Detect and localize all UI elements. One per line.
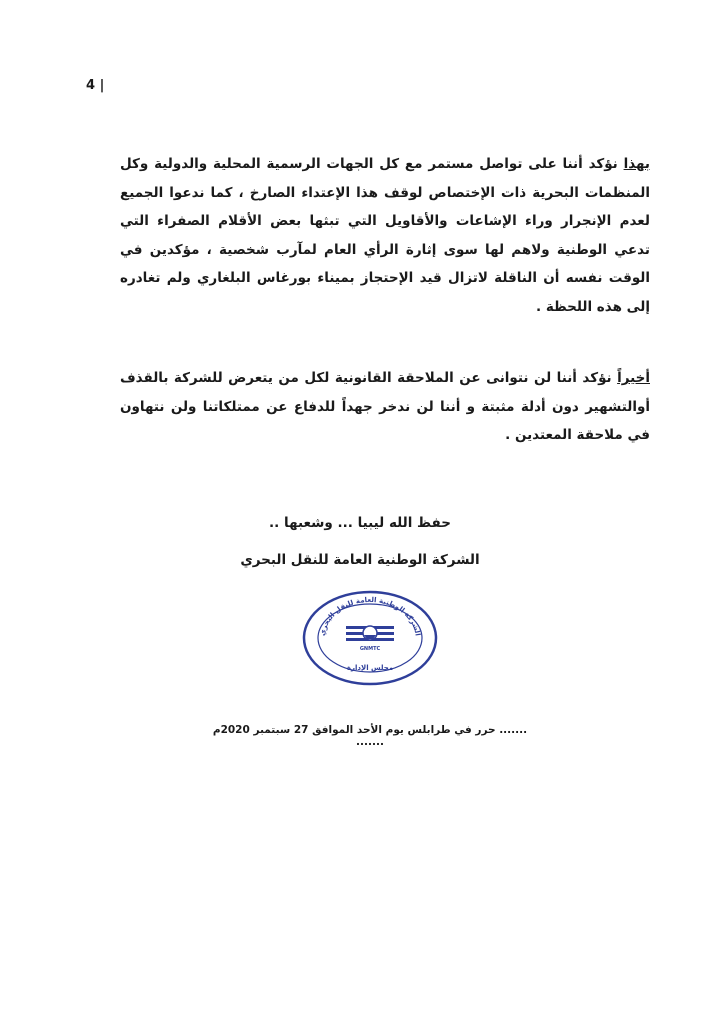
paragraph-statement xyxy=(120,150,650,321)
date-place-note: ....... حرر في طرابلس يوم الأحد الموافق 27 سبتمبر 2020م ....... xyxy=(212,724,528,748)
stamp-logo-caption: GNMTC xyxy=(359,646,381,652)
paragraph-lead-word: أخيراً xyxy=(617,370,650,386)
paragraph-lead-word: بهذا xyxy=(623,156,650,172)
paragraph-final xyxy=(120,364,650,450)
ship-logo-icon xyxy=(346,626,394,641)
stamp-ring-text: الشركة الوطنية العامة للنقل البحري xyxy=(318,595,422,637)
signature-company: الشركة الوطنية العامة للنقل البحري xyxy=(240,552,480,568)
page-number: 4 | xyxy=(86,78,105,93)
paragraph-body: نؤكد أننا لن نتوانى عن الملاحقة القانونية لكل من يتعرض للشركة بالقذف أوالتشهير دون أدلة مثبتة و أننا لن ندخر جهداً للدفاع عن ممتلكاتنا ولن نتهاون في ملاحقة المعتدين . xyxy=(120,370,650,443)
paragraph-body: نؤكد أننا على تواصل مستمر مع كل الجهات الرسمية المحلية والدولية وكل المنظمات البحرية ذات الإختصاص لوقف هذا الإعتداء الصارخ ، كما ندعوا الجميع لعدم الإنجرار وراء الإشاعات والأقاويل التي تبثها بعض الأقلام الصفراء التي تدعي الوطنية ولاهم لها سوى إثارة الرأي العام لمآرب شخصية ، مؤكدين في الوقت نفسه أن الناقلة لاتزال قيد الإحتجاز بميناء بورغاس البلغاري ولم تغادره إلى هذه اللحظة . xyxy=(120,156,650,315)
stamp-bottom-text: مجلس الإدارة xyxy=(346,664,394,672)
company-stamp xyxy=(300,588,440,688)
closing-phrase: حفظ الله ليبيا ... وشعبها .. xyxy=(269,515,451,531)
